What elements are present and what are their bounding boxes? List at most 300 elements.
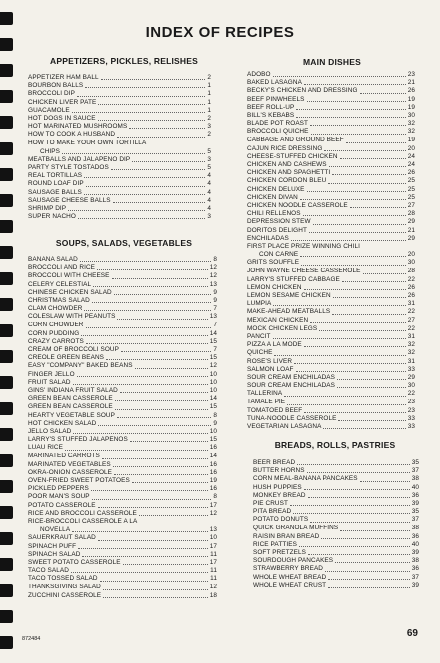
dot-leader [273, 305, 405, 306]
recipe-list-appetizers [28, 74, 211, 221]
recipe-entry [28, 584, 217, 592]
dot-leader [304, 412, 405, 413]
recipe-page: 4 [207, 205, 211, 212]
recipe-page: 17 [209, 558, 217, 566]
dot-leader [300, 199, 406, 200]
recipe-entry [253, 549, 419, 557]
recipe-entry [247, 235, 415, 243]
recipe-page: 31 [407, 333, 415, 340]
recipe-page: 11 [210, 575, 217, 583]
recipe-line [28, 584, 217, 592]
dot-leader [290, 505, 410, 506]
recipe-entry [28, 403, 217, 411]
recipe-page: 40 [411, 540, 419, 548]
recipe-line [247, 358, 415, 366]
section-heading-main-dishes: MAIN DISHES [303, 57, 361, 67]
recipe-entry [253, 557, 419, 565]
recipe-entry [28, 115, 211, 123]
recipe-entry [28, 123, 211, 131]
recipe-line [28, 428, 217, 436]
recipe-line [247, 186, 415, 194]
recipe-name: OVEN-FRIED SWEET POTATOES [28, 477, 130, 485]
recipe-name: FINGER JELLO [28, 370, 75, 378]
recipe-line [247, 268, 415, 276]
dot-leader [111, 169, 206, 170]
dot-leader [115, 409, 208, 410]
binding-ring [0, 272, 13, 285]
recipe-page: 26 [407, 169, 415, 177]
dot-leader [332, 314, 405, 315]
recipe-name: REAL TORTILLAS [28, 172, 83, 180]
dot-leader [300, 256, 405, 257]
dot-leader [346, 142, 406, 143]
recipe-page: 23 [407, 71, 415, 78]
recipe-entry [28, 82, 211, 90]
recipe-entry [247, 382, 415, 390]
recipe-name: GINS' INDIANA FRUIT SALAD [28, 387, 118, 394]
recipe-page: 35 [411, 459, 419, 466]
dot-leader [84, 177, 205, 178]
recipe-line [28, 156, 211, 164]
recipe-entry [247, 137, 415, 145]
dot-leader [324, 150, 405, 151]
recipe-entry [253, 508, 419, 516]
recipe-entry [247, 194, 415, 202]
recipe-name: ROUND LOAF DIP [28, 180, 84, 188]
recipe-entry [28, 387, 217, 395]
dot-leader [72, 531, 208, 532]
recipe-line [28, 551, 217, 559]
dot-leader [98, 507, 208, 508]
dot-leader [297, 464, 409, 465]
recipe-line [28, 379, 217, 387]
recipe-page: 1 [207, 106, 211, 114]
recipe-page: 3 [207, 155, 211, 163]
dot-leader [132, 161, 205, 162]
recipe-entry [28, 567, 217, 575]
recipe-page: 32 [407, 120, 415, 128]
recipe-line [247, 284, 415, 292]
recipe-name: STRAWBERRY BREAD [253, 565, 324, 573]
recipe-entry [28, 354, 217, 362]
dot-leader [84, 310, 211, 311]
recipe-entry [253, 574, 419, 582]
recipe-name: GREEN BEAN CASSEROLE [28, 395, 113, 403]
recipe-page: 25 [407, 193, 415, 201]
recipe-name: GUACAMOLE [28, 106, 70, 114]
dot-leader [301, 265, 406, 266]
recipe-line [247, 259, 415, 267]
recipe-name: SOUR CREAM ENCHILADAS [247, 373, 336, 381]
dot-leader [68, 210, 205, 211]
recipe-line [247, 300, 415, 308]
recipe-entry [28, 99, 211, 107]
recipe-name: BECKY'S CHICKEN AND DRESSING [247, 87, 358, 95]
recipe-line [28, 420, 217, 428]
recipe-name: WHOLE WHEAT CRUST [253, 581, 327, 589]
recipe-entry [247, 145, 415, 153]
recipe-page: 39 [411, 581, 419, 589]
recipe-page: 27 [407, 316, 415, 324]
recipe-page: 21 [407, 79, 415, 87]
recipe-page: 10 [209, 534, 217, 542]
recipe-line [28, 518, 217, 526]
dot-leader [337, 379, 406, 380]
dot-leader [86, 186, 206, 187]
recipe-line [247, 87, 415, 95]
recipe-line [253, 459, 419, 467]
recipe-page: 32 [407, 349, 415, 357]
dot-leader [296, 117, 405, 118]
recipe-page: 10 [209, 427, 217, 435]
recipe-name: SUPER NACHO [28, 213, 76, 221]
dot-leader [81, 335, 207, 336]
recipe-page: 12 [209, 272, 217, 280]
recipe-entry [28, 74, 211, 82]
recipe-name: JELLO SALAD [28, 427, 72, 435]
recipe-name: CREOLE GREEN BEANS [28, 354, 105, 362]
recipe-line [247, 292, 415, 300]
recipe-page: 37 [411, 467, 419, 475]
recipe-entry [28, 543, 217, 551]
dot-leader [284, 396, 405, 397]
binding-ring [0, 350, 13, 363]
recipe-entry [28, 469, 217, 477]
dot-leader [130, 441, 208, 442]
recipe-page: 26 [407, 292, 415, 300]
recipe-line [28, 180, 211, 188]
recipe-page: 15 [209, 354, 217, 362]
recipe-entry [28, 412, 217, 420]
recipe-line-continued [28, 526, 217, 534]
recipe-name: LUMPIA [247, 300, 272, 308]
recipe-page: 8 [213, 256, 217, 263]
recipe-entry [247, 104, 415, 112]
recipe-entry [253, 533, 419, 541]
recipe-name: ROSE'S LIVER [247, 357, 293, 365]
dot-leader [117, 137, 205, 138]
recipe-entry [28, 371, 217, 379]
recipe-page: 14 [209, 329, 217, 337]
binding-ring [0, 116, 13, 129]
recipe-name: SOUR CREAM ENCHILADAS [247, 382, 336, 390]
recipe-entry [247, 292, 415, 300]
recipe-entry [28, 131, 211, 139]
dot-leader [304, 346, 406, 347]
recipe-page: 9 [213, 419, 217, 427]
recipe-entry [247, 366, 415, 374]
recipe-entry [253, 565, 419, 573]
recipe-line-continued [28, 148, 211, 156]
recipe-name: BROCCOLI DIP [28, 90, 76, 98]
dot-leader [103, 597, 208, 598]
recipe-page: 7 [213, 321, 217, 329]
recipe-name: PIZZA A LA MODE [247, 341, 302, 349]
recipe-entry [253, 475, 419, 483]
dot-leader [338, 420, 405, 421]
recipe-name: PICKLED PEPPERS [28, 485, 89, 493]
section-heading-breads: BREADS, ROLLS, PASTRIES [274, 440, 396, 450]
recipe-entry [28, 205, 211, 213]
recipe-entry [247, 358, 415, 366]
binding-ring [0, 428, 13, 441]
recipe-entry [247, 399, 415, 407]
recipe-entry [253, 516, 419, 524]
recipe-line-continued [247, 251, 415, 259]
recipe-line [28, 338, 217, 346]
recipe-page: 11 [210, 550, 217, 558]
dot-leader [73, 384, 208, 385]
recipe-line [247, 112, 415, 120]
recipe-page: 38 [411, 524, 419, 532]
recipe-line [28, 453, 217, 461]
dot-leader [100, 581, 209, 582]
recipe-entry [253, 525, 419, 533]
recipe-name: QUICHE [247, 349, 273, 357]
recipe-line [247, 210, 415, 218]
dot-leader [132, 482, 208, 483]
recipe-name: SPINACH SALAD [28, 550, 81, 558]
recipe-line [247, 333, 415, 341]
dot-leader [304, 84, 406, 85]
recipe-line [28, 395, 217, 403]
recipe-entry [28, 362, 217, 370]
recipe-entry [247, 87, 415, 95]
dot-leader [98, 425, 211, 426]
recipe-page: 16 [209, 460, 217, 468]
recipe-page: 32 [407, 128, 415, 136]
recipe-page: 12 [209, 583, 217, 591]
dot-leader [117, 319, 207, 320]
recipe-entry [247, 96, 415, 104]
dot-leader [299, 546, 410, 547]
recipe-entry [28, 338, 217, 346]
recipe-page: 25 [407, 177, 415, 185]
recipe-name: CHEESE-STUFFED CHICKEN [247, 152, 338, 160]
recipe-line [28, 371, 217, 379]
recipe-line [247, 415, 415, 423]
recipe-entry [28, 534, 217, 542]
dot-leader [102, 458, 208, 459]
section-heading-appetizers: APPETIZERS, PICKLES, RELISHES [50, 56, 198, 66]
recipe-name: MEXICAN CHICKEN [247, 316, 309, 324]
recipe-entry [28, 493, 217, 501]
recipe-line [28, 99, 211, 107]
dot-leader [123, 564, 208, 565]
recipe-name: CHICKEN CORDON BLEU [247, 177, 327, 185]
binding-ring [0, 584, 13, 597]
dot-leader [273, 338, 406, 339]
dot-leader [325, 571, 410, 572]
recipe-name: PANCIT [247, 333, 271, 340]
recipe-entry [28, 477, 217, 485]
dot-leader [114, 474, 208, 475]
recipe-line [28, 281, 217, 289]
recipe-name: BROCCOLI WITH CHEESE [28, 272, 110, 280]
recipe-page: 10 [209, 370, 217, 378]
recipe-entry [253, 484, 419, 492]
recipe-entry [247, 390, 415, 398]
dot-leader [77, 96, 205, 97]
recipe-name: BROCCOLI AND RICE [28, 264, 96, 272]
recipe-entry [28, 444, 217, 452]
recipe-name: FIRST PLACE PRIZE WINNING CHILI [247, 242, 361, 250]
dot-leader [307, 101, 406, 102]
recipe-entry [247, 71, 415, 79]
recipe-name: MARINATED CARROTS [28, 452, 100, 460]
dot-leader [291, 240, 406, 241]
recipe-name: HOT MARINATED MUSHROOMS [28, 123, 128, 131]
recipe-name: LARRY'S STUFFED JALAPENOS [28, 436, 128, 444]
recipe-name: HUSH PUPPIES [253, 483, 302, 491]
dot-leader [121, 351, 211, 352]
recipe-page: 24 [407, 152, 415, 160]
recipe-entry [253, 500, 419, 508]
dot-leader [62, 153, 205, 154]
recipe-line [247, 374, 415, 382]
recipe-entry [28, 330, 217, 338]
dot-leader [321, 538, 409, 539]
dot-leader [307, 191, 406, 192]
recipe-name: CORN MEAL-BANANA PANCAKES [253, 475, 358, 483]
recipe-line [247, 71, 415, 79]
recipe-line [253, 484, 419, 492]
recipe-entry [247, 210, 415, 218]
recipe-entry [28, 289, 217, 297]
recipe-name: GREEN BEAN CASSEROLE [28, 403, 113, 411]
dot-leader [135, 368, 208, 369]
recipe-page: 22 [407, 275, 415, 283]
recipe-line [253, 475, 419, 483]
recipe-line [247, 325, 415, 333]
recipe-name: RICE-BROCCOLI CASSEROLE A LA [28, 518, 138, 525]
recipe-line [247, 194, 415, 202]
recipe-page: 33 [407, 365, 415, 373]
recipe-page: 25 [407, 185, 415, 193]
recipe-page: 33 [407, 423, 415, 431]
recipe-entry [247, 415, 415, 423]
recipe-page: 4 [207, 188, 211, 196]
recipe-entry [247, 317, 415, 325]
recipe-name: EASY "COMPANY" BAKED BEANS [28, 362, 133, 370]
binding-ring [0, 376, 13, 389]
recipe-page: 35 [411, 508, 419, 516]
recipe-page: 37 [411, 573, 419, 581]
recipe-line [28, 412, 217, 420]
recipe-page: 2 [207, 74, 211, 81]
recipe-page: 38 [411, 557, 419, 565]
recipe-entry [247, 259, 415, 267]
recipe-line [28, 444, 217, 452]
recipe-page: 13 [209, 313, 217, 321]
recipe-page: 4 [207, 196, 211, 204]
recipe-entry [28, 510, 217, 518]
binding-ring [0, 194, 13, 207]
recipe-line [253, 516, 419, 524]
recipe-line [247, 276, 415, 284]
recipe-entry [247, 161, 415, 169]
recipe-page: 1 [207, 82, 211, 90]
binding-ring [0, 246, 13, 259]
recipe-name: BEEF PINWHEELS [247, 95, 305, 103]
dot-leader [273, 76, 406, 77]
dot-leader [360, 481, 410, 482]
binding-ring [0, 610, 13, 623]
recipe-entry [28, 461, 217, 469]
recipe-name: MARINATED VEGETABLES [28, 460, 111, 468]
recipe-line [28, 264, 217, 272]
dot-leader [72, 112, 206, 113]
recipe-entry [28, 256, 217, 264]
dot-leader [113, 202, 206, 203]
dot-leader [274, 355, 405, 356]
recipe-name: CORN CHOWDER [28, 321, 84, 329]
recipe-name: BANANA SALAD [28, 256, 78, 263]
dot-leader [120, 392, 208, 393]
dot-leader [65, 450, 208, 451]
recipe-entry [247, 276, 415, 284]
dot-leader [84, 194, 205, 195]
recipe-entry [28, 420, 217, 428]
recipe-page: 16 [209, 468, 217, 476]
dot-leader [71, 572, 208, 573]
dot-leader [319, 330, 405, 331]
recipe-name: SOURDOUGH PANCAKES [253, 557, 334, 565]
recipe-page: 22 [407, 390, 415, 398]
recipe-entry [28, 140, 211, 156]
recipe-line [247, 235, 415, 243]
recipe-entry [28, 551, 217, 559]
recipe-list-breads [253, 459, 419, 590]
recipe-entry [247, 325, 415, 333]
recipe-name: QUICK GRANOLA MUFFINS [253, 524, 339, 532]
recipe-page: 37 [411, 516, 419, 524]
dot-leader [93, 286, 208, 287]
recipe-name: WHOLE WHEAT BREAD [253, 573, 327, 581]
recipe-line [247, 161, 415, 169]
recipe-page: 19 [407, 136, 415, 144]
recipe-entry [28, 575, 217, 583]
recipe-line [247, 382, 415, 390]
recipe-page: 7 [213, 346, 217, 354]
recipe-line [28, 559, 217, 567]
recipe-entry [247, 79, 415, 87]
recipe-entry [28, 485, 217, 493]
recipe-line [253, 492, 419, 500]
recipe-entry [247, 349, 415, 357]
dot-leader [78, 548, 208, 549]
recipe-name: HOT DOGS IN SAUCE [28, 114, 96, 122]
recipe-line [28, 436, 217, 444]
recipe-page: 27 [407, 202, 415, 209]
dot-leader [97, 269, 208, 270]
recipe-line [28, 502, 217, 510]
recipe-entry [28, 180, 211, 188]
recipe-entry [28, 502, 217, 510]
recipe-name: RICE PATTIES [253, 540, 297, 548]
recipe-entry [253, 582, 419, 590]
dot-leader [337, 387, 406, 388]
recipe-entry [28, 453, 217, 461]
recipe-entry [253, 459, 419, 467]
recipe-line [247, 390, 415, 398]
dot-leader [106, 359, 208, 360]
recipe-name: MAKE-AHEAD MEATBALLS [247, 308, 331, 316]
recipe-line [28, 387, 217, 395]
recipe-name: CELERY CELESTIAL [28, 280, 92, 288]
recipe-entry [28, 428, 217, 436]
dot-leader [73, 433, 207, 434]
